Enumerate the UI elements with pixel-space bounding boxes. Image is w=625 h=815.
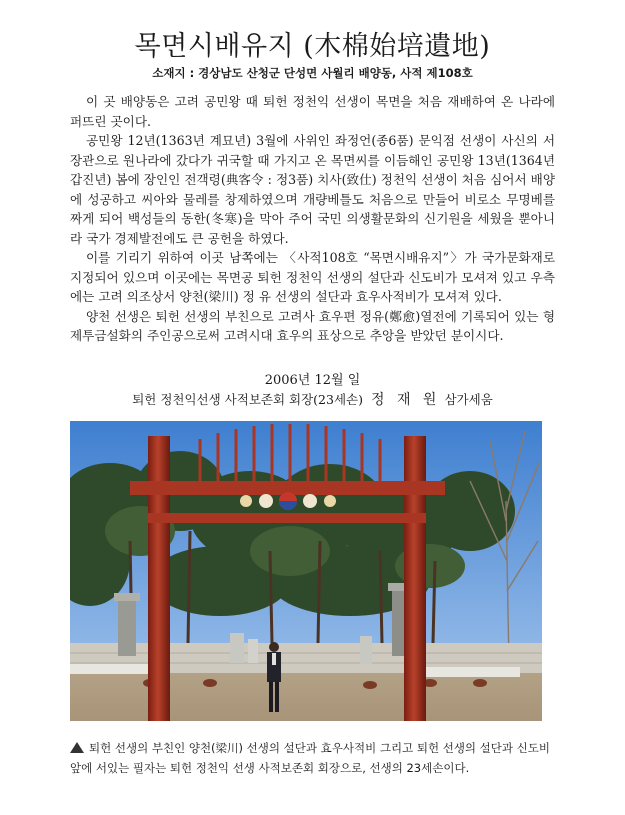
page-title: 목면시배유지 (木棉始培遺地)	[134, 31, 491, 62]
paragraph: 이 곳 배양동은 고려 공민왕 때 퇴헌 정천익 선생이 목면을 처음 재배하여 온 나라에 퍼뜨린 곳이다.	[70, 94, 555, 129]
signature-suffix: 삼가세움	[444, 392, 493, 407]
caption-text: 퇴헌 선생의 부친인 양천(梁川) 선생의 설단과 효우사적비 그리고 퇴헌 선생의 설단과 신도비 앞에 서있는 필자는 퇴헌 정천익 선생 사적보존회 회장으로, 선생의 23세손이다.	[70, 741, 550, 775]
body-text	[70, 92, 555, 346]
paragraph: 이를 기리기 위하여 이곳 남쪽에는 〈사적108호 “목면시배유지”〉가 국가문화재로 지정되어 있으며 이곳에는 목면공 퇴헌 정천익 선생의 설단과 신도비가 모셔져 있고 우측에는 고려 의조상서 양천(梁川) 정 유 선생의 설단과 효우사적비가 모셔져 있다.	[70, 250, 555, 304]
triangle-icon	[70, 742, 84, 753]
signature-line	[0, 389, 625, 409]
location-line: 소재지 : 경상남도 산청군 단성면 사월리 배양동, 사적 제108호	[152, 66, 473, 80]
paragraph: 양천 선생은 퇴헌 선생의 부친으로 고려사 효우편 정유(鄭愈)열전에 기록되어 있는 형제투금설화의 주인공으로써 고려시대 효우의 표상으로 추앙을 받았던 분이시다.	[70, 308, 555, 343]
date-line: 2006년 12월 일	[264, 373, 361, 388]
signature-name: 정 재 원	[370, 392, 441, 408]
signature-org: 퇴헌 정천익선생 사적보존회 회장(23세손)	[132, 392, 363, 407]
photo-caption	[70, 738, 552, 778]
hongsalmun-photo	[70, 421, 542, 721]
paragraph: 공민왕 12년(1363년 계묘년) 3월에 사위인 좌정언(종6품) 문익점 선생이 사신의 서장관으로 원나라에 갔다가 귀국할 때 가지고 온 목면씨를 이듬해인 공민왕 13년(1364년 갑진년) 봄에 장인인 전객령(典客令 : 정3품) 치사(致仕) 정천익 선생이 처음 심어서 배양에 성공하고 씨아와 물레를 창제하였으며 개량베틀도 처음으로 만들어 비로소 무명베를 짜게 되어 백성들의 동한(冬寒)을 막아 주어 국민 의생활문화의 신기원을 세웠을 뿐아니라 국가 경제발전에도 큰 공헌을 하였다.	[70, 133, 555, 246]
